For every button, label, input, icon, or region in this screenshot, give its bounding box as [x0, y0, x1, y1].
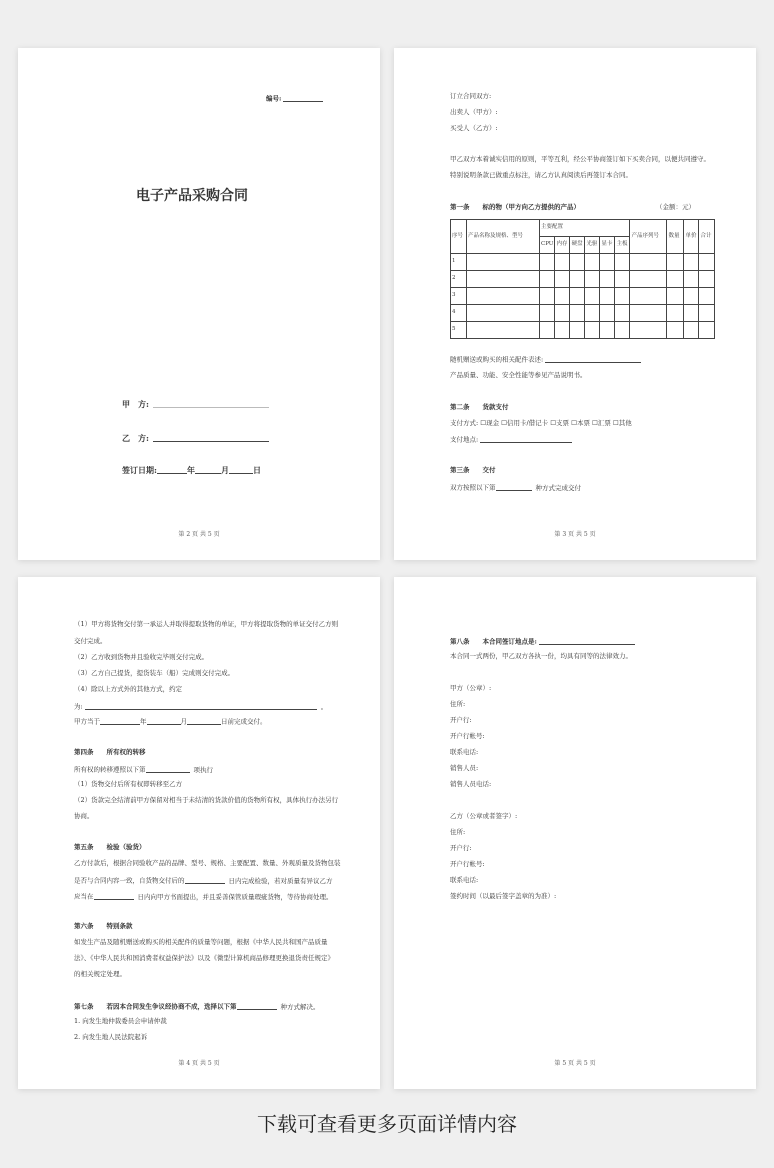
page-number: 第 5 页 共 5 页 — [554, 1060, 596, 1067]
page-number: 第 4 页 共 5 页 — [178, 1060, 220, 1067]
th-disk: 硬盘 — [570, 237, 585, 254]
table-row: 4 — [451, 305, 715, 322]
ownership-line: 所有权的转移遵照以下第 项执行 — [74, 765, 213, 774]
party-a-account: 开户行帐号: — [450, 732, 485, 740]
copies-line: 本合同一式两份，甲乙双方各执一份，均具有同等的法律效力。 — [450, 652, 632, 660]
table-row: 2 — [451, 271, 715, 288]
parties-line-1: 订立合同双方: — [450, 92, 492, 100]
article-1-title: 第一条 标的物（甲方向乙方提供的产品） — [450, 203, 580, 211]
ownership-option-2-cont: 协商。 — [74, 812, 94, 820]
contract-title: 电子产品采购合同 — [136, 188, 248, 204]
party-a-seal: 甲方（公章）: — [450, 684, 492, 692]
accessory-line: 随机赠送或购买的相关配件表述: — [450, 355, 641, 363]
dispute-option-1: 1. 向发生地仲裁委员会申请仲裁 — [74, 1017, 167, 1025]
sign-date-field: 签订日期: 年 月 日 — [122, 465, 261, 475]
article-8-line: 第八条 本合同签订地点是: — [450, 637, 635, 645]
th-serial: 产品序列号 — [630, 220, 667, 254]
party-b-seal: 乙方（公章或者签字）: — [450, 812, 518, 820]
th-gpu: 显卡 — [600, 237, 615, 254]
parties-line-3: 买受人（乙方）: — [450, 124, 498, 132]
amount-unit: （金额：元） — [656, 203, 695, 211]
contract-page-3 — [394, 48, 756, 560]
pay-method-line: 支付方式: ☐现金 ☐信用卡/借记卡 ☐支票 ☐本票 ☐汇票 ☐其他 — [450, 419, 632, 427]
table-row: 1 — [451, 254, 715, 271]
article-5-title: 第五条 检验（验货） — [74, 843, 146, 851]
party-b-phone: 联系电话: — [450, 876, 479, 884]
party-b-bank: 开户行: — [450, 844, 472, 852]
th-cpu: CPU — [540, 237, 555, 254]
download-caption: 下载可查看更多页面详情内容 — [257, 1112, 517, 1136]
delivery-option-4: （4）除以上方式外的其他方式，约定 — [74, 685, 183, 693]
delivery-option-4-cont: 为: 。 — [74, 702, 328, 711]
dispute-option-2: 2. 向发生地人民法院起诉 — [74, 1033, 148, 1041]
parties-line-2: 出卖人（甲方）: — [450, 108, 498, 116]
th-config: 主要配置 — [540, 220, 630, 237]
inspection-line-1: 乙方付款后，根据合同验收产品的品牌、型号、规格、主要配置、数量、外观质量及货物包装 — [74, 859, 341, 867]
th-optical: 光驱 — [585, 237, 600, 254]
th-seq: 序号 — [451, 220, 467, 254]
party-a-bank: 开户行: — [450, 716, 472, 724]
sign-time: 签约时间（以最后签字盖章的为准）: — [450, 892, 557, 900]
party-b-account: 开户行帐号: — [450, 860, 485, 868]
th-qty: 数量 — [667, 220, 684, 254]
party-b-field: 乙 方: — [122, 434, 269, 442]
product-table — [450, 219, 715, 339]
party-b-address: 住所: — [450, 828, 466, 836]
th-board: 主板 — [615, 237, 630, 254]
party-a-sales-phone: 销售人员电话: — [450, 780, 492, 788]
th-total: 合计 — [699, 220, 715, 254]
delivery-option-2: （2）乙方收到货物并且验收完毕则交付完成。 — [74, 653, 209, 661]
th-name: 产品名称及规格、型号 — [467, 220, 540, 254]
th-memory: 内存 — [555, 237, 570, 254]
article-2-title: 第二条 货款支付 — [450, 403, 509, 411]
quality-line: 产品质量、功能、安全性能等参见产品说明书。 — [450, 371, 587, 379]
party-a-phone: 联系电话: — [450, 748, 479, 756]
article-4-title: 第四条 所有权的转移 — [74, 748, 146, 756]
ownership-option-1: （1）货物交付后所有权即转移至乙方 — [74, 780, 183, 788]
ownership-option-2: （2）货款完全结清前甲方保留对相当于未结清的货款价值的货物所有权，具体执行办法另行 — [74, 796, 339, 804]
inspection-line-2: 是否与合同内容一致，自货物交付后的 日内完成检验，若对质量有异议乙方 — [74, 876, 333, 885]
page-number: 第 3 页 共 5 页 — [554, 531, 596, 538]
special-line-1: 如发生产品及随机赠送或购买的相关配件的质量等问题，根据《中华人民共和国产品质量 — [74, 938, 328, 946]
intro-line-2: 特别说明条款已做重点标注，请乙方认真阅读后再签订本合同。 — [450, 171, 632, 179]
page-number: 第 2 页 共 5 页 — [178, 531, 220, 538]
delivery-option-1-cont: 交付完成。 — [74, 637, 107, 645]
special-line-3: 的相关规定处理。 — [74, 970, 126, 978]
article-6-title: 第六条 特别条款 — [74, 922, 133, 930]
th-price: 单价 — [684, 220, 699, 254]
contract-number-label: 编号: — [266, 94, 323, 102]
delivery-option-1: （1）甲方将货物交付第一承运人并取得提取货物的单证，甲方将提取货物的单证交付乙方则 — [74, 620, 339, 628]
party-a-address: 住所: — [450, 700, 466, 708]
table-row: 5 — [451, 322, 715, 339]
intro-line-1: 甲乙双方本着诚实信用的原则，平等互利，经公平协商签订如下买卖合同，以便共同遵守。 — [450, 155, 710, 163]
inspection-line-3: 应当在 日内向甲方书面提出，并且妥善保管质量瑕疵货物，等待协商处理。 — [74, 892, 333, 901]
article-3-title: 第三条 交付 — [450, 466, 496, 474]
pay-place-line: 支付地点: — [450, 435, 572, 443]
article-7-line: 第七条 若因本合同发生争议经协商不成，选择以下第 种方式解决。 — [74, 1002, 320, 1011]
delivery-line: 双方按照以下第 种方式完成交付 — [450, 483, 581, 492]
party-a-field: 甲 方: — [122, 400, 269, 408]
party-a-salesperson: 销售人员: — [450, 764, 479, 772]
contract-page-2 — [18, 48, 380, 560]
special-line-2: 法》、《中华人民共和国消费者权益保护法》以及《微型计算机商品修理更换退货责任规定》 — [74, 954, 334, 962]
contract-page-5 — [394, 577, 756, 1089]
delivery-option-3: （3）乙方自己提货，提货装车（船）完成则交付完成。 — [74, 669, 235, 677]
delivery-deadline: 甲方当于 年 月 日前完成交付。 — [74, 717, 267, 726]
contract-page-4 — [18, 577, 380, 1089]
table-row: 3 — [451, 288, 715, 305]
